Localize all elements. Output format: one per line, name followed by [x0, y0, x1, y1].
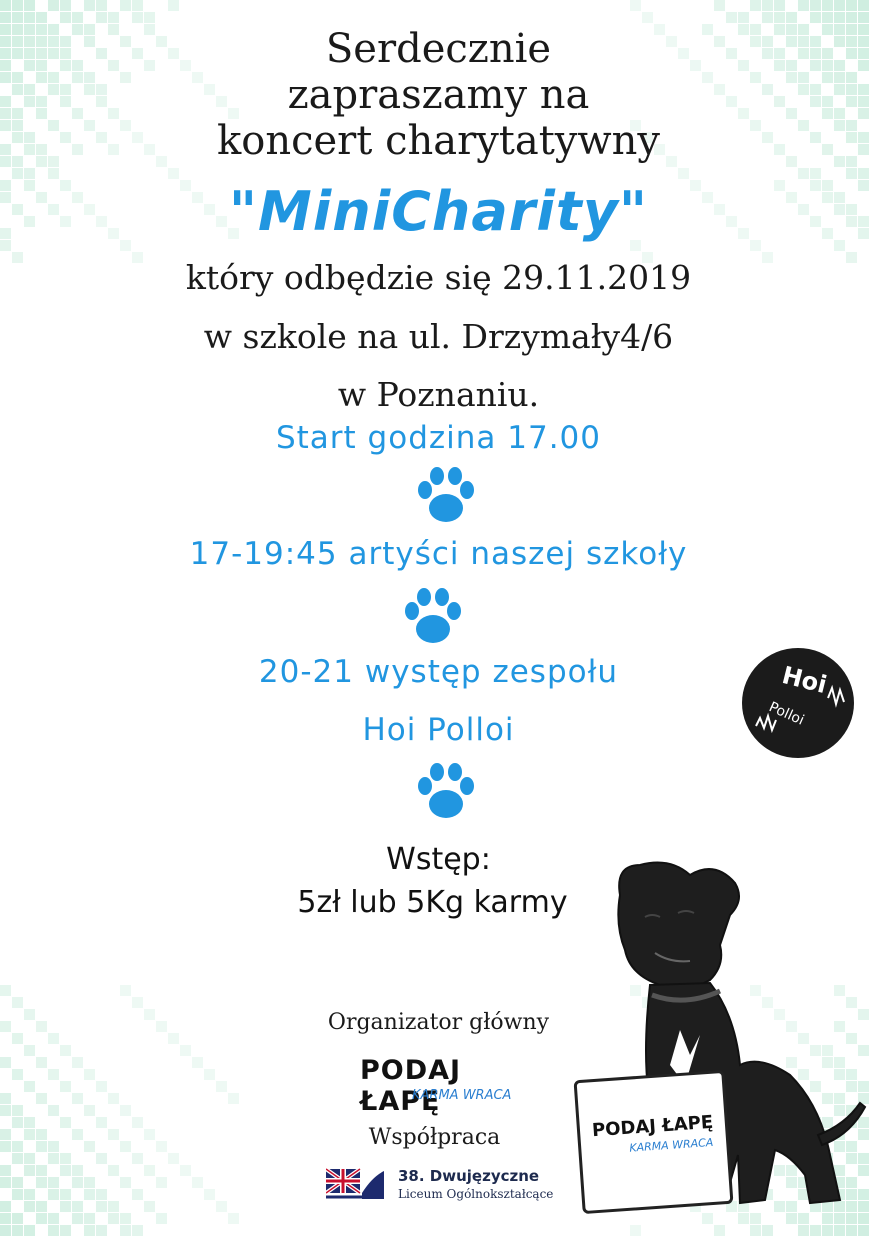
dot-square	[36, 1093, 47, 1104]
dot-square	[120, 0, 131, 11]
dot-square	[60, 1189, 71, 1200]
dot-square	[834, 12, 845, 23]
dot-square	[84, 1213, 95, 1224]
dot-square	[0, 1093, 11, 1104]
uk-flag-icon	[326, 1167, 386, 1203]
dot-square	[0, 1165, 11, 1176]
band-logo-word-2: Polloi	[766, 699, 807, 729]
dot-square	[12, 1069, 23, 1080]
dot-square	[204, 1069, 215, 1080]
dot-square	[822, 0, 833, 11]
dot-square	[132, 1225, 143, 1236]
dot-square	[108, 12, 119, 23]
dot-square	[132, 1153, 143, 1164]
dot-square	[108, 1165, 119, 1176]
dot-square	[786, 12, 797, 23]
dot-square	[84, 0, 95, 11]
invitation-line-2: zapraszamy na	[287, 72, 590, 118]
dot-square	[0, 0, 11, 11]
dot-square	[168, 168, 179, 179]
dot-square	[60, 1201, 71, 1212]
dot-square	[810, 12, 821, 23]
cooperation-label: Współpraca	[368, 1125, 501, 1150]
dot-square	[108, 1093, 119, 1104]
paw-icon	[415, 760, 477, 824]
program-item-1: 17-19:45 artyści naszej szkoły	[189, 536, 688, 572]
dot-square	[0, 12, 11, 23]
dot-square	[12, 1153, 23, 1164]
dot-square	[60, 1153, 71, 1164]
dot-square	[24, 1225, 35, 1236]
dot-square	[774, 12, 785, 23]
dot-square	[216, 1081, 227, 1092]
organizer-label: Organizator główny	[327, 1010, 550, 1035]
dot-square	[132, 12, 143, 23]
organizer-brand-tagline: KARMA WRACA	[412, 1088, 512, 1103]
dot-square	[0, 1177, 11, 1188]
dot-square	[60, 1165, 71, 1176]
dot-square	[762, 0, 773, 11]
dot-square	[96, 1225, 107, 1236]
dot-square	[108, 1213, 119, 1224]
dot-square	[714, 1225, 725, 1236]
dot-square	[24, 1081, 35, 1092]
school-name-line-2: Liceum Ogólnokształcące	[398, 1187, 554, 1201]
dot-square	[858, 1225, 869, 1236]
dot-square	[834, 0, 845, 11]
sign-board	[574, 1070, 734, 1214]
dot-square	[714, 0, 725, 11]
dot-square	[48, 1225, 59, 1236]
sign-brand-tagline: KARMA WRACA	[628, 1135, 714, 1155]
dot-square	[84, 1105, 95, 1116]
dot-square	[0, 1201, 11, 1212]
dot-square	[84, 1069, 95, 1080]
dot-square	[24, 168, 35, 179]
dot-square	[846, 1225, 857, 1236]
dot-square	[36, 12, 47, 23]
dot-square	[0, 1105, 11, 1116]
dot-square	[12, 1105, 23, 1116]
dot-square	[144, 1165, 155, 1176]
dot-square	[642, 12, 653, 23]
dot-square	[192, 1057, 203, 1068]
dot-square	[12, 1213, 23, 1224]
dot-square	[72, 1165, 83, 1176]
dot-square	[72, 1177, 83, 1188]
dot-square	[84, 1189, 95, 1200]
dot-square	[180, 1045, 191, 1056]
dot-square	[60, 1045, 71, 1056]
dot-square	[24, 1189, 35, 1200]
dot-square	[120, 1225, 131, 1236]
dot-square	[132, 0, 143, 11]
dot-square	[132, 1189, 143, 1200]
dot-square	[168, 1153, 179, 1164]
sign-brand-name: PODAJ ŁAPĘ	[591, 1111, 714, 1142]
dot-square	[72, 1093, 83, 1104]
school-logo	[326, 1165, 586, 1205]
dot-square	[0, 1225, 11, 1236]
dot-square	[48, 1153, 59, 1164]
dot-square	[120, 985, 131, 996]
dot-square	[48, 1105, 59, 1116]
dot-square	[24, 0, 35, 11]
dot-square	[24, 1201, 35, 1212]
dot-square	[132, 997, 143, 1008]
dot-square	[0, 1057, 11, 1068]
dot-square	[738, 12, 749, 23]
program-item-2: 20-21 występ zespołu	[258, 654, 619, 690]
band-logo	[742, 648, 854, 758]
dot-square	[48, 168, 59, 179]
dot-square	[120, 1105, 131, 1116]
dot-square	[96, 12, 107, 23]
dot-square	[630, 1225, 641, 1236]
dot-square	[156, 1177, 167, 1188]
dot-square	[60, 1081, 71, 1092]
dot-square	[144, 1201, 155, 1212]
organizer-logo	[360, 1055, 530, 1117]
dot-square	[96, 1189, 107, 1200]
dot-square	[12, 12, 23, 23]
dot-square	[678, 168, 689, 179]
band-logo-word-1: Hoi	[779, 660, 830, 700]
dot-square	[192, 1177, 203, 1188]
dot-square	[228, 1213, 239, 1224]
detail-address: w szkole na ul. Drzymały4/6	[203, 317, 674, 356]
dot-square	[810, 0, 821, 11]
dot-square	[810, 1225, 821, 1236]
organizer-brand-name: PODAJ ŁAPĘ	[360, 1055, 462, 1117]
dot-square	[12, 1225, 23, 1236]
dot-square	[0, 985, 11, 996]
event-title: "MiniCharity"	[228, 180, 649, 243]
dot-square	[96, 1201, 107, 1212]
dot-square	[726, 12, 737, 23]
dot-square	[84, 1225, 95, 1236]
dot-square	[24, 1165, 35, 1176]
dot-square	[12, 997, 23, 1008]
dot-square	[72, 12, 83, 23]
dot-square	[762, 12, 773, 23]
invitation-line-3: koncert charytatywny	[217, 118, 660, 164]
dot-square	[72, 1057, 83, 1068]
dot-square	[822, 12, 833, 23]
dot-square	[858, 12, 869, 23]
dot-square	[60, 12, 71, 23]
entry-label: Wstęp:	[386, 842, 491, 877]
dot-square	[60, 0, 71, 11]
dot-square	[846, 0, 857, 11]
dot-square	[24, 1045, 35, 1056]
dot-square	[36, 1177, 47, 1188]
dot-square	[798, 0, 809, 11]
dot-square	[846, 12, 857, 23]
detail-date: który odbędzie się 29.11.2019	[185, 258, 692, 297]
dot-square	[24, 12, 35, 23]
dot-square	[12, 1189, 23, 1200]
dot-square	[12, 1177, 23, 1188]
dot-square	[216, 1201, 227, 1212]
entry-price: 5zł lub 5Kg karmy	[297, 885, 568, 920]
dot-square	[84, 1177, 95, 1188]
paw-icon	[402, 585, 464, 649]
dot-square	[798, 168, 809, 179]
dot-square	[810, 168, 821, 179]
dot-square	[630, 0, 641, 11]
dot-square	[48, 0, 59, 11]
dot-square	[12, 168, 23, 179]
dot-square	[24, 1153, 35, 1164]
dot-square	[144, 12, 155, 23]
dot-square	[72, 1201, 83, 1212]
dot-square	[846, 168, 857, 179]
dot-square	[96, 1081, 107, 1092]
dot-square	[12, 0, 23, 11]
dot-square	[36, 1213, 47, 1224]
dot-square	[858, 0, 869, 11]
dot-square	[60, 1225, 71, 1236]
dot-square	[48, 1189, 59, 1200]
dot-square	[48, 1213, 59, 1224]
invitation-line-1: Serdecznie	[325, 26, 552, 72]
start-time: Start godzina 17.00	[275, 420, 602, 456]
dot-square	[156, 1213, 167, 1224]
dot-square	[750, 1225, 761, 1236]
detail-city: w Poznaniu.	[337, 375, 540, 414]
dot-square	[96, 0, 107, 11]
dot-square	[858, 168, 869, 179]
dot-square	[834, 1225, 845, 1236]
dot-square	[120, 1177, 131, 1188]
dot-square	[822, 1225, 833, 1236]
program-item-3: Hoi Polloi	[362, 712, 515, 748]
invitation-heading	[0, 26, 877, 164]
dot-square	[36, 1201, 47, 1212]
dot-square	[798, 1225, 809, 1236]
dot-square	[762, 1225, 773, 1236]
dot-square	[120, 1213, 131, 1224]
dot-square	[36, 1057, 47, 1068]
dot-square	[108, 1201, 119, 1212]
dot-square	[228, 1093, 239, 1104]
dot-square	[96, 1153, 107, 1164]
paw-icon	[415, 464, 477, 528]
dot-square	[72, 1213, 83, 1224]
dot-square	[168, 0, 179, 11]
dot-square	[48, 1069, 59, 1080]
dot-square	[180, 1165, 191, 1176]
dot-square	[204, 1189, 215, 1200]
dot-square	[774, 0, 785, 11]
dot-square	[36, 1165, 47, 1176]
dot-square	[0, 1213, 11, 1224]
dot-square	[48, 1177, 59, 1188]
dot-square	[750, 0, 761, 11]
school-name-line-1: 38. Dwujęzyczne	[398, 1167, 540, 1185]
